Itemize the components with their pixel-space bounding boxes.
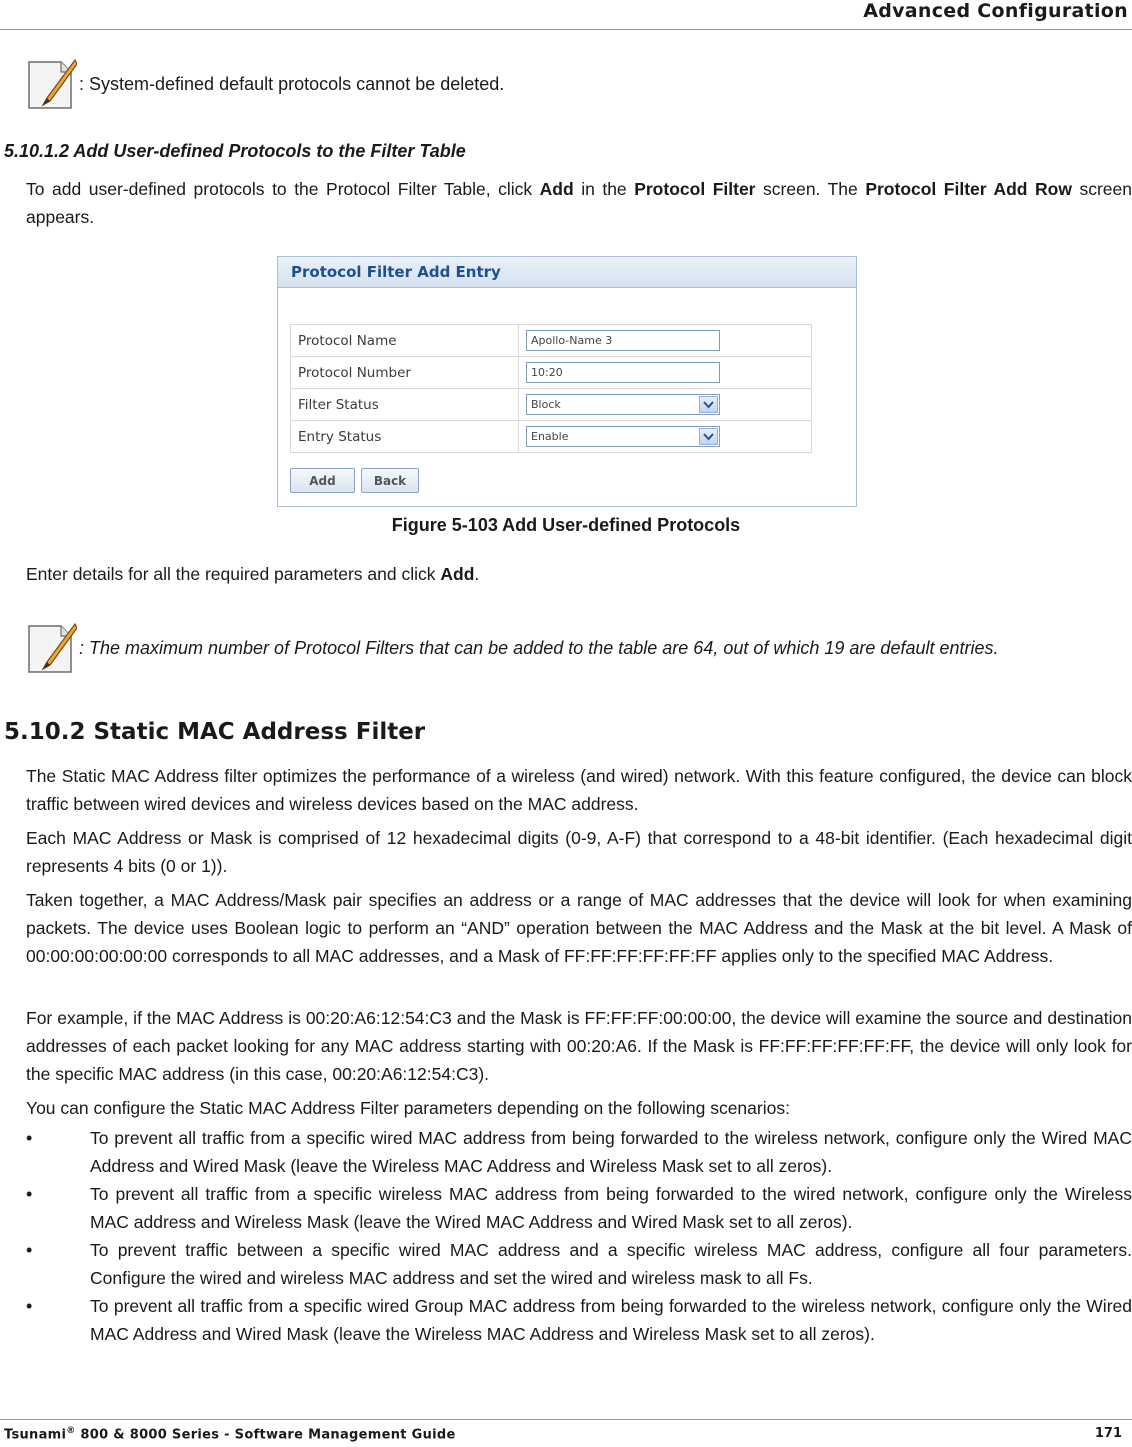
protocol-name-input[interactable]: Apollo-Name 3 [526,330,720,351]
header-divider [0,29,1132,30]
screenshot-title: Protocol Filter Add Entry [278,257,856,288]
form-row-protocol-number [291,357,812,389]
form-label: Protocol Name [291,325,519,357]
paragraph-1: The Static MAC Address filter optimizes the performance of a wireless (and wired) network. With this feature configured, the device can block traffic between wired devices and wireless devices based on the MAC address. [26,766,1132,814]
list-item [26,1124,1132,1180]
figure-caption: Figure 5-103 Add User-defined Protocols [391,515,741,535]
note-max-filters-text: : The maximum number of Protocol Filters that can be added to the table are 64, out of which 19 are default entries. [79,637,999,658]
paragraph-3: Taken together, a MAC Address/Mask pair specifies an address or a range of MAC addresses that the device will look for when examining packets. The device uses Boolean logic to perform an “AND” operation between the MAC Address and the Mask at the bit level. A Mask of 00:00:00:00:00:00 corresponds to all MAC addresses, and a Mask of FF:FF:FF:FF:FF:FF applies only to the specified MAC Address. [26,890,1132,966]
enter-details-text: Enter details for all the required parameters and click Add. [26,564,480,584]
subsection-heading: 5.10.1.2 Add User-defined Protocols to the Filter Table [4,141,466,161]
note-pencil-icon [27,622,77,674]
paragraph-4: For example, if the MAC Address is 00:20:A6:12:54:C3 and the Mask is FF:FF:FF:00:00:00, the device will examine the source and destination addresses of each packet looking for any MAC address starting with 00:20:A6. If the Mask is FF:FF:FF:FF:FF:FF, the device will only look for the specific MAC address (in this case, 00:20:A6:12:54:C3). [26,1008,1132,1084]
section-heading: 5.10.2 Static MAC Address Filter [4,719,426,745]
note-pencil-icon [27,58,77,110]
bullet-icon: • [26,1184,33,1204]
note-system-defined-text: : System-defined default protocols cannot be deleted. [79,73,505,94]
add-button[interactable]: Add [290,468,355,493]
bullet-icon: • [26,1240,33,1260]
bullet-icon: • [26,1296,33,1316]
filter-status-select[interactable] [526,394,720,415]
entry-status-select[interactable] [526,426,720,447]
form-row-entry-status [291,421,812,453]
protocol-form-table [290,324,812,453]
list-item-text: To prevent all traffic from a specific wired Group MAC address from being forwarded to the wireless network, configure only the Wired MAC Address and Wired Mask (leave the Wireless MAC Address and Wireless Mask set to all zeros). [90,1296,1132,1344]
form-label: Protocol Number [291,357,519,389]
paragraph-2: Each MAC Address or Mask is comprised of 12 hexadecimal digits (0-9, A-F) that correspond to a 48-bit identifier. (Each hexadecimal digit represents 4 bits (0 or 1)). [26,828,1132,876]
subsection-intro: To add user-defined protocols to the Protocol Filter Table, click Add in the Protocol Filter screen. The Protocol Filter Add Row screen appears. [26,179,1132,227]
form-row-protocol-name [291,325,812,357]
footer-divider [0,1419,1132,1420]
list-item [26,1292,1132,1348]
entry-status-value: Enable [531,430,569,443]
bullet-icon: • [26,1128,33,1148]
chevron-down-icon[interactable] [699,396,718,413]
note-system-defined [27,58,504,110]
list-item [26,1236,1132,1292]
protocol-number-input[interactable]: 10:20 [526,362,720,383]
form-label: Entry Status [291,421,519,453]
chevron-down-icon[interactable] [699,428,718,445]
footer-product-title: Tsunami® 800 & 8000 Series - Software Management Guide [4,1426,456,1443]
filter-status-value: Block [531,398,561,411]
paragraph-5: You can configure the Static MAC Address Filter parameters depending on the following scenarios: [26,1098,790,1118]
page-number: 171 [1094,1426,1122,1441]
list-item-text: To prevent traffic between a specific wired MAC address and a specific wireless MAC address, configure all four parameters. Configure the wired and wireless MAC address and set the wired and wireless mask to all Fs. [90,1240,1132,1288]
protocol-filter-add-entry-screenshot [277,256,857,507]
note-max-filters [27,622,999,674]
page-header-title: Advanced Configuration [863,0,1128,22]
form-row-filter-status [291,389,812,421]
list-item [26,1180,1132,1236]
form-label: Filter Status [291,389,519,421]
list-item-text: To prevent all traffic from a specific wired MAC address from being forwarded to the wireless network, configure only the Wired MAC Address and Wired Mask (leave the Wireless MAC Address and Wireless Mask set to all zeros). [90,1128,1132,1176]
list-item-text: To prevent all traffic from a specific wireless MAC address from being forwarded to the wired network, configure only the Wireless MAC address and Wireless Mask (leave the Wired MAC Address and Wired Mask set to all zeros). [90,1184,1132,1232]
back-button[interactable]: Back [361,468,419,493]
